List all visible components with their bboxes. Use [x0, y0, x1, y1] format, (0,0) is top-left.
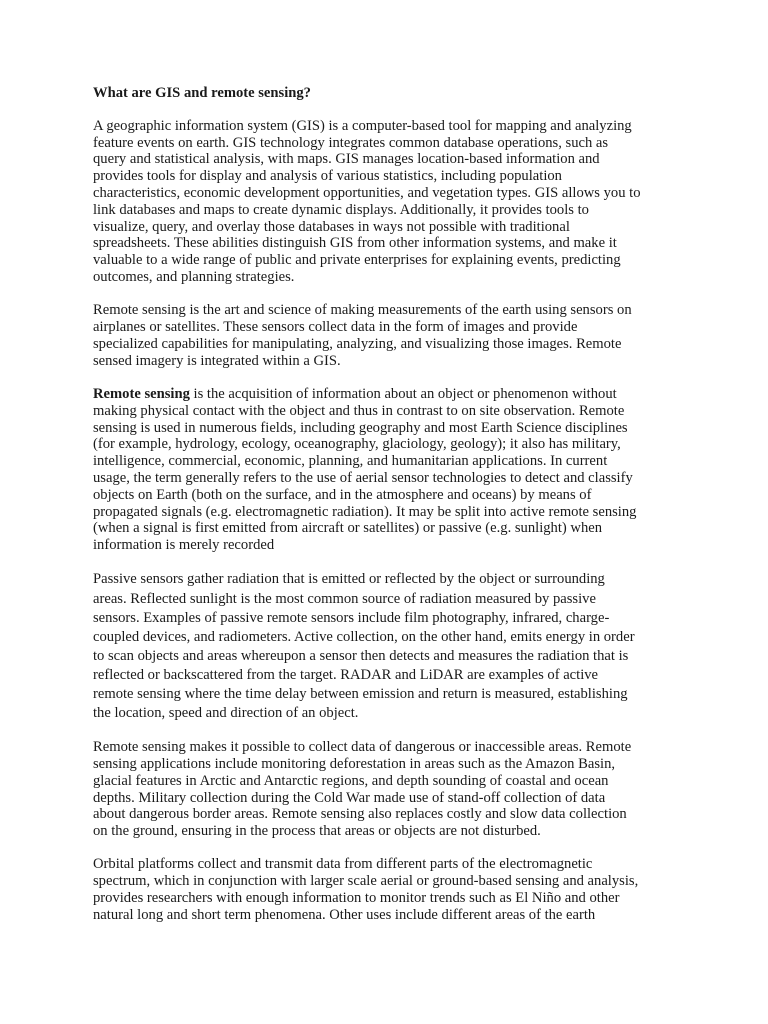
text-line: usage, the term generally refers to the use of aerial sensor technologies to detect and classify [93, 469, 633, 486]
text-line: propagated signals (e.g. electromagnetic radiation). It may be split into active remote sensing [93, 503, 637, 520]
paragraph-gis [93, 118, 673, 286]
bold-term: Remote sensing [93, 385, 190, 402]
text-line: spreadsheets. These abilities distinguish GIS from other information systems, and make it [93, 235, 617, 252]
text-line: query and statistical analysis, with maps. GIS manages location-based information and [93, 151, 600, 168]
text-line: making physical contact with the object and thus in contrast to on site observation. Remote [93, 402, 625, 419]
text-line: information is merely recorded [93, 537, 275, 554]
text-line: outcomes, and planning strategies. [93, 268, 295, 285]
paragraph-passive-active [93, 570, 673, 723]
text-line: Orbital platforms collect and transmit data from different parts of the electromagnetic [93, 856, 593, 873]
text-line: glacial features in Arctic and Antarctic regions, and depth sounding of coastal and ocean [93, 772, 609, 789]
text-line: coupled devices, and radiometers. Active collection, on the other hand, emits energy in order [93, 628, 635, 645]
document-page [93, 85, 673, 940]
text-line: on the ground, ensuring in the process that areas or objects are not disturbed. [93, 823, 541, 840]
text-line: provides tools for display and analysis of various statistics, including population [93, 168, 562, 185]
text-line: feature events on earth. GIS technology integrates common database operations, such as [93, 134, 609, 151]
text-line: intelligence, commercial, economic, planning, and humanitarian applications. In current [93, 453, 608, 470]
text-line: (for example, hydrology, ecology, oceanography, glaciology, geology); it also has military, [93, 436, 621, 453]
text-line: (when a signal is first emitted from aircraft or satellites) or passive (e.g. sunlight) when [93, 520, 603, 537]
paragraph-remote-sensing-intro [93, 302, 673, 369]
text-line: about dangerous border areas. Remote sensing also replaces costly and slow data collection [93, 806, 627, 823]
paragraph-orbital-platforms [93, 856, 673, 923]
text-line [93, 386, 673, 403]
text-line: specialized capabilities for manipulating, analyzing, and visualizing those images. Remote [93, 335, 622, 352]
text-line: valuable to a wide range of public and private enterprises for explaining events, predicting [93, 252, 621, 269]
text-line: natural long and short term phenomena. Other uses include different areas of the earth [93, 906, 596, 923]
text-line: spectrum, which in conjunction with larger scale aerial or ground-based sensing and analysis, [93, 873, 639, 890]
text-line: remote sensing where the time delay between emission and return is measured, establishing [93, 685, 628, 702]
text-line: Passive sensors gather radiation that is emitted or reflected by the object or surrounding [93, 571, 605, 588]
text-fragment: is the acquisition of information about an object or phenomenon without [189, 385, 617, 402]
text-line: sensors. Examples of passive remote sensors include film photography, infrared, charge- [93, 609, 610, 626]
text-line: reflected or backscattered from the target. RADAR and LiDAR are examples of active [93, 666, 599, 683]
text-line: airplanes or satellites. These sensors collect data in the form of images and provide [93, 319, 578, 336]
text-line: link databases and maps to create dynamic displays. Additionally, it provides tools to [93, 201, 589, 218]
text-line: sensing is used in numerous fields, including geography and most Earth Science disciplines [93, 419, 628, 436]
document-title: What are GIS and remote sensing? [93, 85, 311, 101]
text-line: provides researchers with enough information to monitor trends such as El Niño and other [93, 890, 620, 907]
text-line: A geographic information system (GIS) is a computer-based tool for mapping and analyzing [93, 117, 632, 134]
text-line: areas. Reflected sunlight is the most common source of radiation measured by passive [93, 590, 596, 607]
text-line: to scan objects and areas whereupon a sensor then detects and measures the radiation that is [93, 647, 629, 664]
text-line: depths. Military collection during the Cold War made use of stand-off collection of data [93, 789, 606, 806]
text-line: sensing applications include monitoring deforestation in areas such as the Amazon Basin, [93, 755, 616, 772]
text-line: Remote sensing makes it possible to collect data of dangerous or inaccessible areas. Remote [93, 739, 632, 756]
text-line: Remote sensing is the art and science of making measurements of the earth using sensors on [93, 302, 632, 319]
text-line: the location, speed and direction of an object. [93, 705, 359, 722]
text-line: objects on Earth (both on the surface, and in the atmosphere and oceans) by means of [93, 486, 592, 503]
text-line: characteristics, economic development opportunities, and vegetation types. GIS allows you to [93, 184, 641, 201]
text-line: sensed imagery is integrated within a GIS. [93, 352, 341, 369]
paragraph-applications [93, 739, 673, 840]
paragraph-remote-sensing-definition [93, 386, 673, 554]
text-line: visualize, query, and overlay those databases in ways not possible with traditional [93, 218, 570, 235]
